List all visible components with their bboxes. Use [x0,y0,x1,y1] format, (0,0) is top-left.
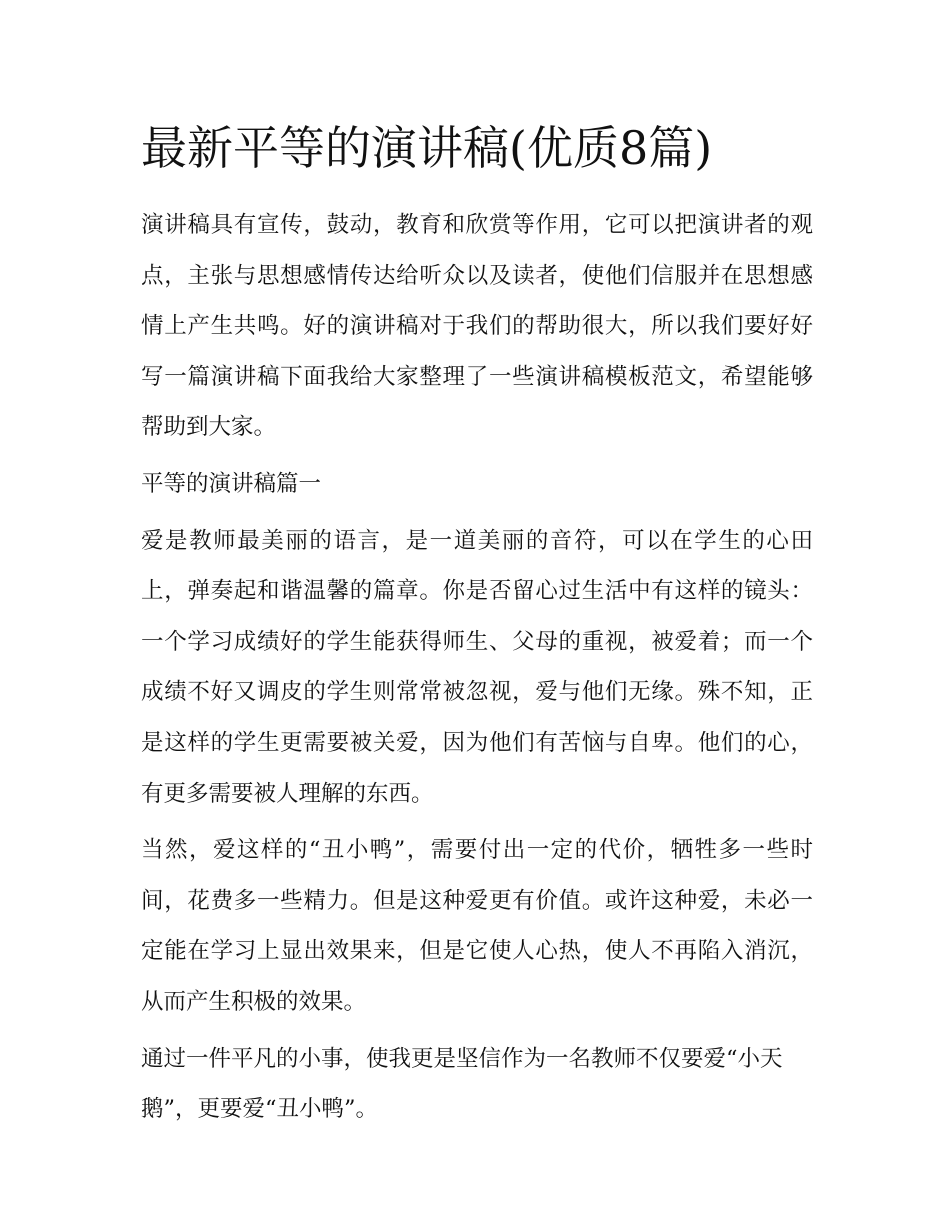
section-heading: 平等的演讲稿篇一 [141,470,322,497]
body-paragraph-1: 爱是教师最美丽的语言，是一道美丽的音符，可以在学生的心田上，弹奏起和谐温馨的篇章。你是否留心过生活中有这样的镜头：一个学习成绩好的学生能获得师生、父母的重视，被爱着；而一个成绩不好又调皮的学生则常常被忽视，爱与他们无缘。殊不知，正是这样的学生更需要被关爱，因为他们有苦恼与自卑。他们的心，有更多需要被人理解的东西。 [141,527,813,807]
document-body [141,112,813,1141]
intro-paragraph: 演讲稿具有宣传，鼓动，教育和欣赏等作用，它可以把演讲者的观点，主张与思想感情传达给听众以及读者，使他们信服并在思想感情上产生共鸣。好的演讲稿对于我们的帮助很大，所以我们要好好写一篇演讲稿下面我给大家整理了一些演讲稿模板范文，希望能够帮助到大家。 [141,212,813,441]
document-title: 最新平等的演讲稿(优质8篇) [141,121,713,175]
body-paragraph-3: 通过一件平凡的小事，使我更是坚信作为一名教师不仅要爱“小天鹅”，更要爱“丑小鸭”。 [141,1045,783,1123]
body-paragraph-2: 当然，爱这样的“丑小鸭”，需要付出一定的代价，牺牲多一些时间，花费多一些精力。但是这种爱更有价值。或许这种爱，未必一定能在学习上显出效果来，但是它使人心热，使人不再陷入消沉，从而产生积极的效果。 [141,837,813,1015]
